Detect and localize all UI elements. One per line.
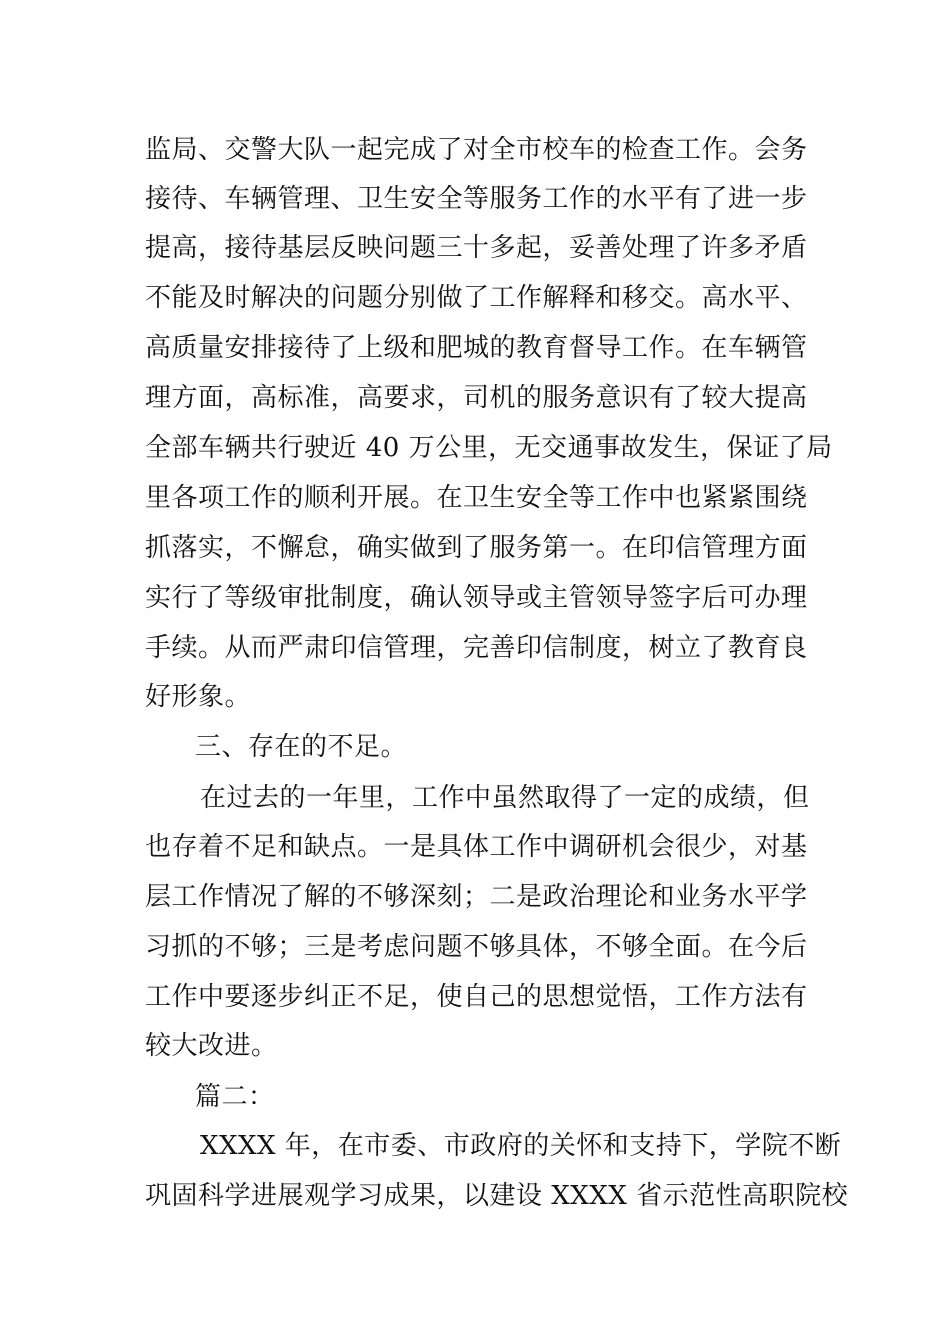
paragraph3-line-2: 巩固科学进展观学习成果，以建设 XXXX 省示范性高职院校: [145, 1181, 849, 1211]
paragraph1-line-9: 抓落实，不懈怠，确实做到了服务第一。在印信管理方面: [145, 533, 808, 563]
paragraph2-line-4: 习抓的不够；三是考虑问题不够具体，不够全面。在今后: [145, 932, 808, 962]
paragraph1-line-8: 里各项工作的顺利开展。在卫生安全等工作中也紧紧围绕: [145, 483, 808, 513]
paragraph2-line-2: 也存着不足和缺点。一是具体工作中调研机会很少，对基: [145, 832, 808, 862]
paragraph1-line-4: 不能及时解决的问题分别做了工作解释和移交。高水平、: [145, 283, 808, 313]
paragraph1-line-11: 手续。从而严肃印信管理，完善印信制度，树立了教育良: [145, 633, 808, 663]
paragraph2-line-3: 层工作情况了解的不够深刻；二是政治理论和业务水平学: [145, 882, 808, 912]
paragraph1-line-6: 理方面，高标准，高要求，司机的服务意识有了较大提高: [145, 383, 808, 413]
part2-heading: 篇二：: [195, 1082, 275, 1112]
section3-heading: 三、存在的不足。: [195, 732, 408, 762]
paragraph1-line-7: 全部车辆共行驶近 40 万公里，无交通事故发生，保证了局: [145, 433, 833, 463]
paragraph2-line-6: 较大改进。: [145, 1031, 278, 1061]
paragraph1-line-12: 好形象。: [145, 682, 252, 712]
paragraph2-line-1: 在过去的一年里，工作中虽然取得了一定的成绩，但: [200, 783, 810, 813]
paragraph1-line-10: 实行了等级审批制度，确认领导或主管领导签字后可办理: [145, 583, 808, 613]
paragraph1-line-1: 监局、交警大队一起完成了对全市校车的检查工作。会务: [145, 135, 808, 165]
paragraph3-line-1: XXXX 年，在市委、市政府的关怀和支持下，学院不断: [200, 1131, 842, 1161]
paragraph2-line-5: 工作中要逐步纠正不足，使自己的思想觉悟，工作方法有: [145, 982, 808, 1012]
paragraph1-line-2: 接待、车辆管理、卫生安全等服务工作的水平有了进一步: [145, 184, 808, 214]
paragraph1-line-5: 高质量安排接待了上级和肥城的教育督导工作。在车辆管: [145, 333, 808, 363]
paragraph1-line-3: 提高，接待基层反映问题三十多起，妥善处理了许多矛盾: [145, 233, 808, 263]
